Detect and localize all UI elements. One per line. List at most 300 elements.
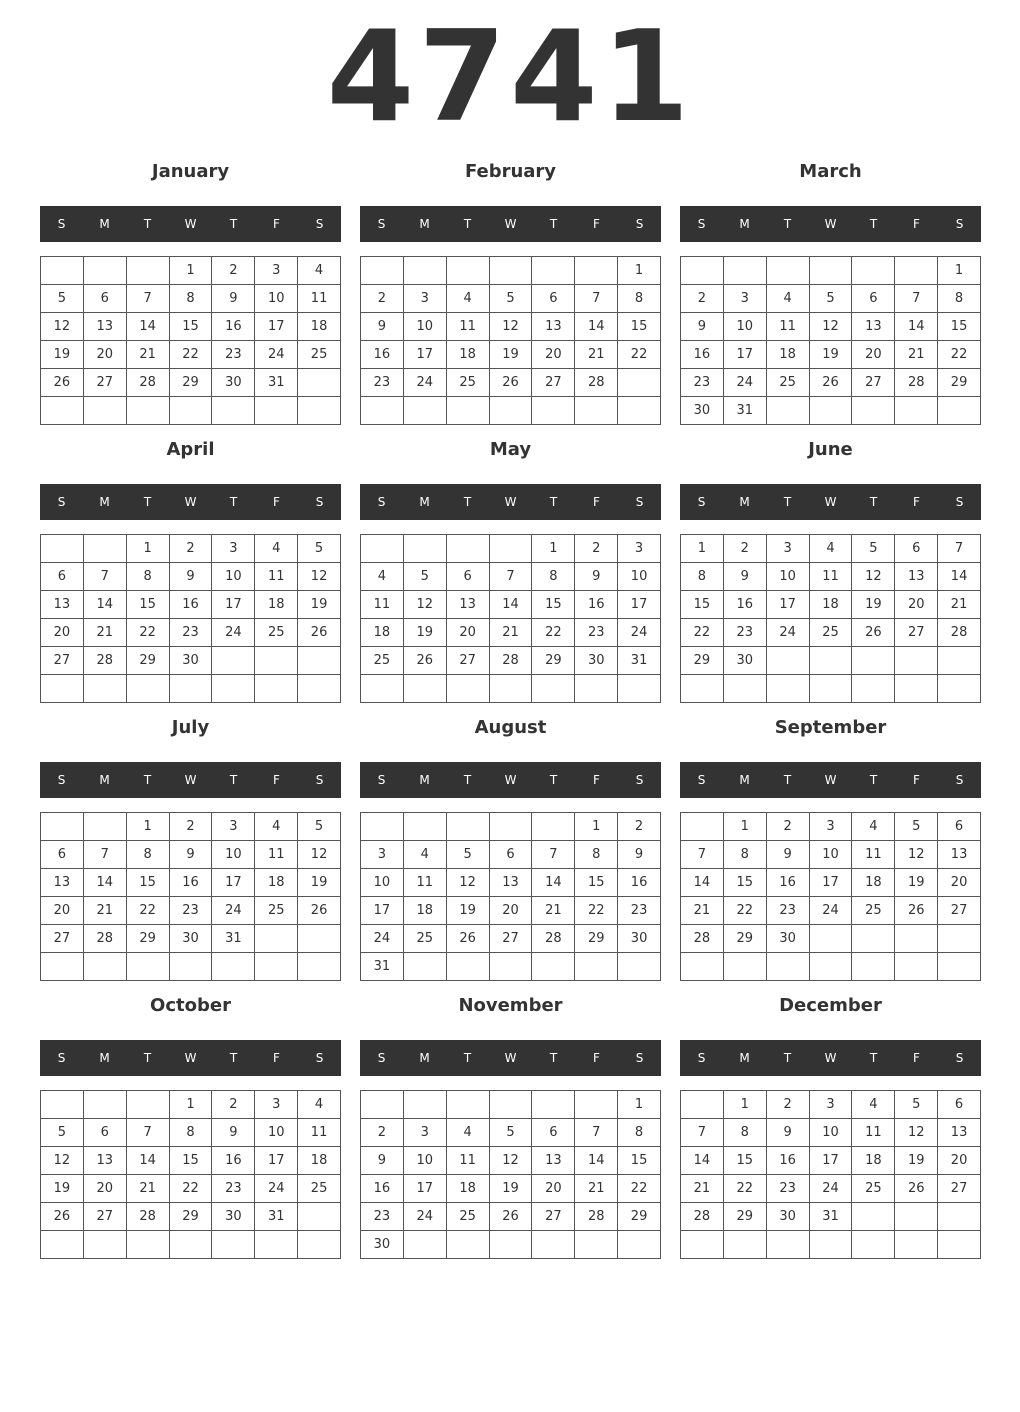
day-cell: 12 — [447, 869, 490, 897]
day-cell: 19 — [852, 591, 895, 619]
day-cell: 4 — [852, 1091, 895, 1119]
empty-day-cell — [298, 1231, 341, 1259]
empty-day-cell — [767, 397, 810, 425]
weekday-label: F — [593, 1051, 600, 1065]
day-cell: 26 — [810, 369, 853, 397]
empty-day-cell — [84, 257, 127, 285]
day-cell: 22 — [938, 341, 981, 369]
day-cell: 1 — [575, 813, 618, 841]
day-cell: 16 — [361, 1175, 404, 1203]
day-cell: 4 — [852, 813, 895, 841]
day-cell: 29 — [127, 925, 170, 953]
day-cell: 11 — [361, 591, 404, 619]
day-cell: 31 — [810, 1203, 853, 1231]
empty-day-cell — [532, 675, 575, 703]
day-cell: 20 — [852, 341, 895, 369]
day-cell: 4 — [447, 285, 490, 313]
day-cell: 4 — [255, 535, 298, 563]
weekday-label: S — [955, 1051, 964, 1065]
empty-day-cell — [767, 647, 810, 675]
day-cell: 31 — [255, 1203, 298, 1231]
day-cell: 11 — [447, 1147, 490, 1175]
day-cell: 3 — [404, 285, 447, 313]
empty-day-cell — [724, 1231, 767, 1259]
day-cell: 17 — [404, 1175, 447, 1203]
day-cell: 8 — [170, 285, 213, 313]
day-cell: 22 — [127, 897, 170, 925]
empty-day-cell — [404, 535, 447, 563]
month-name: March — [799, 161, 862, 182]
day-cell: 3 — [255, 1091, 298, 1119]
day-cell: 16 — [361, 341, 404, 369]
empty-day-cell — [852, 1203, 895, 1231]
weekday-label: W — [824, 1051, 837, 1065]
day-cell: 21 — [532, 897, 575, 925]
empty-day-cell — [895, 257, 938, 285]
day-cell: 27 — [84, 1203, 127, 1231]
empty-day-cell — [212, 397, 255, 425]
day-cell: 12 — [298, 563, 341, 591]
day-cell: 15 — [532, 591, 575, 619]
day-cell: 17 — [255, 313, 298, 341]
day-cell: 2 — [212, 257, 255, 285]
weekday-label: F — [273, 773, 280, 787]
day-cell: 7 — [84, 563, 127, 591]
empty-day-cell — [852, 925, 895, 953]
day-cell: 22 — [618, 1175, 661, 1203]
day-cell: 6 — [852, 285, 895, 313]
weekday-label: S — [377, 1051, 386, 1065]
day-cell: 31 — [361, 953, 404, 981]
day-cell: 26 — [895, 1175, 938, 1203]
day-cell: 27 — [490, 925, 533, 953]
day-grid — [680, 1090, 981, 1259]
year-title: 4741 — [326, 3, 694, 150]
day-cell: 30 — [170, 925, 213, 953]
empty-day-cell — [575, 953, 618, 981]
day-cell: 10 — [724, 313, 767, 341]
weekday-label: S — [377, 217, 386, 231]
day-cell: 10 — [255, 1119, 298, 1147]
day-grid — [40, 534, 341, 703]
day-cell: 22 — [170, 341, 213, 369]
weekday-label: M — [739, 773, 750, 787]
day-cell: 9 — [575, 563, 618, 591]
empty-day-cell — [127, 1231, 170, 1259]
day-cell: 23 — [724, 619, 767, 647]
day-cell: 3 — [361, 841, 404, 869]
empty-day-cell — [767, 257, 810, 285]
weekday-label: S — [697, 773, 706, 787]
day-cell: 3 — [212, 813, 255, 841]
day-grid — [680, 256, 981, 425]
day-cell: 18 — [255, 869, 298, 897]
day-cell: 29 — [618, 1203, 661, 1231]
day-cell: 19 — [895, 869, 938, 897]
weekday-label: S — [57, 217, 66, 231]
day-cell: 18 — [298, 1147, 341, 1175]
weekday-label: T — [549, 217, 558, 231]
day-grid — [40, 256, 341, 425]
day-cell: 5 — [447, 841, 490, 869]
day-cell: 29 — [127, 647, 170, 675]
weekday-label: T — [463, 495, 472, 509]
day-cell: 26 — [895, 897, 938, 925]
day-cell: 21 — [84, 619, 127, 647]
day-cell: 29 — [170, 1203, 213, 1231]
empty-day-cell — [298, 647, 341, 675]
day-cell: 5 — [852, 535, 895, 563]
day-cell: 26 — [447, 925, 490, 953]
day-cell: 27 — [84, 369, 127, 397]
weekday-label: S — [955, 495, 964, 509]
day-cell: 13 — [938, 1119, 981, 1147]
day-cell: 30 — [212, 369, 255, 397]
weekday-header — [360, 206, 661, 242]
day-cell: 6 — [447, 563, 490, 591]
weekday-header — [680, 206, 981, 242]
day-cell: 7 — [938, 535, 981, 563]
day-cell: 24 — [767, 619, 810, 647]
weekday-label: S — [57, 1051, 66, 1065]
weekday-label: M — [99, 495, 110, 509]
weekday-label: M — [99, 773, 110, 787]
day-cell: 25 — [255, 619, 298, 647]
day-cell: 12 — [852, 563, 895, 591]
weekday-label: F — [913, 217, 920, 231]
empty-day-cell — [681, 1231, 724, 1259]
empty-day-cell — [84, 1091, 127, 1119]
weekday-header — [360, 1040, 661, 1076]
day-cell: 21 — [127, 341, 170, 369]
empty-day-cell — [490, 1091, 533, 1119]
weekday-label: F — [593, 217, 600, 231]
month-name: November — [458, 995, 563, 1016]
day-cell: 2 — [681, 285, 724, 313]
day-cell: 22 — [127, 619, 170, 647]
day-cell: 12 — [41, 313, 84, 341]
day-cell: 9 — [170, 841, 213, 869]
weekday-label: T — [549, 495, 558, 509]
day-cell: 22 — [724, 897, 767, 925]
weekday-label: S — [57, 495, 66, 509]
day-cell: 22 — [618, 341, 661, 369]
day-cell: 27 — [895, 619, 938, 647]
day-cell: 10 — [212, 841, 255, 869]
day-cell: 16 — [212, 313, 255, 341]
day-cell: 13 — [938, 841, 981, 869]
day-cell: 29 — [575, 925, 618, 953]
weekday-label: T — [783, 773, 792, 787]
empty-day-cell — [41, 1091, 84, 1119]
day-cell: 9 — [618, 841, 661, 869]
weekday-label: T — [869, 1051, 878, 1065]
day-cell: 27 — [532, 1203, 575, 1231]
empty-day-cell — [810, 1231, 853, 1259]
day-cell: 20 — [532, 341, 575, 369]
weekday-label: T — [463, 1051, 472, 1065]
day-cell: 11 — [852, 1119, 895, 1147]
weekday-label: M — [419, 773, 430, 787]
day-cell: 23 — [767, 1175, 810, 1203]
day-cell: 20 — [84, 1175, 127, 1203]
day-cell: 22 — [575, 897, 618, 925]
empty-day-cell — [255, 953, 298, 981]
day-cell: 7 — [532, 841, 575, 869]
day-cell: 7 — [895, 285, 938, 313]
weekday-label: T — [549, 773, 558, 787]
day-cell: 24 — [810, 1175, 853, 1203]
day-cell: 9 — [767, 1119, 810, 1147]
empty-day-cell — [490, 813, 533, 841]
day-cell: 30 — [170, 647, 213, 675]
day-cell: 21 — [575, 1175, 618, 1203]
weekday-label: F — [273, 495, 280, 509]
day-cell: 17 — [810, 1147, 853, 1175]
day-cell: 12 — [298, 841, 341, 869]
day-cell: 4 — [404, 841, 447, 869]
day-cell: 2 — [170, 535, 213, 563]
day-cell: 17 — [212, 591, 255, 619]
day-cell: 12 — [404, 591, 447, 619]
weekday-label: W — [824, 773, 837, 787]
day-cell: 1 — [127, 813, 170, 841]
day-cell: 1 — [938, 257, 981, 285]
empty-day-cell — [681, 813, 724, 841]
day-cell: 1 — [532, 535, 575, 563]
day-cell: 1 — [618, 257, 661, 285]
day-cell: 5 — [298, 813, 341, 841]
empty-day-cell — [852, 953, 895, 981]
empty-day-cell — [895, 1203, 938, 1231]
day-cell: 5 — [490, 1119, 533, 1147]
day-cell: 20 — [41, 897, 84, 925]
day-cell: 14 — [127, 313, 170, 341]
weekday-label: S — [635, 1051, 644, 1065]
day-cell: 15 — [170, 313, 213, 341]
day-cell: 27 — [41, 647, 84, 675]
day-cell: 1 — [170, 257, 213, 285]
weekday-label: M — [739, 495, 750, 509]
weekday-label: S — [635, 217, 644, 231]
day-cell: 12 — [41, 1147, 84, 1175]
empty-day-cell — [404, 675, 447, 703]
empty-day-cell — [618, 369, 661, 397]
day-cell: 8 — [938, 285, 981, 313]
day-cell: 25 — [447, 1203, 490, 1231]
empty-day-cell — [532, 397, 575, 425]
weekday-header — [40, 206, 341, 242]
weekday-label: T — [463, 217, 472, 231]
day-cell: 26 — [852, 619, 895, 647]
day-cell: 28 — [127, 369, 170, 397]
empty-day-cell — [170, 397, 213, 425]
day-cell: 14 — [575, 313, 618, 341]
day-cell: 10 — [810, 841, 853, 869]
day-cell: 17 — [361, 897, 404, 925]
weekday-label: S — [635, 495, 644, 509]
empty-day-cell — [41, 675, 84, 703]
day-cell: 25 — [298, 1175, 341, 1203]
day-cell: 27 — [532, 369, 575, 397]
day-cell: 10 — [404, 313, 447, 341]
weekday-label: F — [273, 217, 280, 231]
day-cell: 15 — [575, 869, 618, 897]
empty-day-cell — [895, 397, 938, 425]
empty-day-cell — [938, 647, 981, 675]
day-cell: 9 — [767, 841, 810, 869]
day-cell: 9 — [170, 563, 213, 591]
empty-day-cell — [127, 397, 170, 425]
day-cell: 19 — [41, 341, 84, 369]
empty-day-cell — [938, 925, 981, 953]
month-name: June — [808, 439, 853, 460]
day-cell: 7 — [490, 563, 533, 591]
day-cell: 8 — [532, 563, 575, 591]
day-cell: 3 — [404, 1119, 447, 1147]
day-cell: 25 — [404, 925, 447, 953]
day-cell: 19 — [490, 1175, 533, 1203]
weekday-header — [360, 762, 661, 798]
day-cell: 23 — [361, 1203, 404, 1231]
empty-day-cell — [681, 257, 724, 285]
day-cell: 15 — [724, 869, 767, 897]
empty-day-cell — [447, 813, 490, 841]
day-cell: 8 — [681, 563, 724, 591]
day-cell: 20 — [490, 897, 533, 925]
day-cell: 6 — [938, 1091, 981, 1119]
day-cell: 25 — [298, 341, 341, 369]
day-cell: 24 — [618, 619, 661, 647]
day-cell: 19 — [41, 1175, 84, 1203]
day-cell: 22 — [170, 1175, 213, 1203]
empty-day-cell — [447, 535, 490, 563]
day-cell: 17 — [255, 1147, 298, 1175]
day-cell: 21 — [84, 897, 127, 925]
day-cell: 18 — [447, 1175, 490, 1203]
empty-day-cell — [490, 1231, 533, 1259]
empty-day-cell — [170, 953, 213, 981]
day-cell: 16 — [618, 869, 661, 897]
day-grid — [360, 256, 661, 425]
day-cell: 15 — [681, 591, 724, 619]
day-cell: 23 — [212, 1175, 255, 1203]
empty-day-cell — [298, 369, 341, 397]
day-cell: 26 — [490, 1203, 533, 1231]
day-cell: 14 — [895, 313, 938, 341]
day-cell: 27 — [938, 1175, 981, 1203]
weekday-label: W — [504, 217, 517, 231]
weekday-label: S — [697, 495, 706, 509]
day-cell: 28 — [938, 619, 981, 647]
empty-day-cell — [618, 953, 661, 981]
empty-day-cell — [938, 953, 981, 981]
month-name: April — [166, 439, 215, 460]
day-cell: 24 — [404, 369, 447, 397]
day-cell: 4 — [361, 563, 404, 591]
empty-day-cell — [575, 257, 618, 285]
empty-day-cell — [575, 1231, 618, 1259]
day-cell: 9 — [361, 1147, 404, 1175]
day-cell: 29 — [724, 1203, 767, 1231]
day-cell: 9 — [724, 563, 767, 591]
day-cell: 25 — [447, 369, 490, 397]
day-cell: 12 — [490, 1147, 533, 1175]
weekday-label: F — [593, 495, 600, 509]
empty-day-cell — [490, 397, 533, 425]
day-cell: 19 — [298, 869, 341, 897]
weekday-label: T — [869, 495, 878, 509]
empty-day-cell — [447, 1091, 490, 1119]
empty-day-cell — [895, 647, 938, 675]
weekday-label: T — [783, 1051, 792, 1065]
weekday-label: M — [419, 217, 430, 231]
weekday-label: T — [549, 1051, 558, 1065]
day-cell: 3 — [810, 1091, 853, 1119]
empty-day-cell — [212, 647, 255, 675]
weekday-label: S — [315, 217, 324, 231]
empty-day-cell — [490, 535, 533, 563]
day-cell: 8 — [724, 841, 767, 869]
day-cell: 25 — [852, 1175, 895, 1203]
empty-day-cell — [724, 675, 767, 703]
day-cell: 15 — [127, 869, 170, 897]
day-cell: 15 — [724, 1147, 767, 1175]
day-cell: 16 — [681, 341, 724, 369]
day-cell: 28 — [84, 925, 127, 953]
day-cell: 28 — [895, 369, 938, 397]
weekday-label: W — [184, 1051, 197, 1065]
weekday-label: W — [184, 773, 197, 787]
day-cell: 4 — [447, 1119, 490, 1147]
day-cell: 21 — [681, 1175, 724, 1203]
day-cell: 25 — [767, 369, 810, 397]
day-cell: 14 — [84, 869, 127, 897]
empty-day-cell — [852, 1231, 895, 1259]
empty-day-cell — [681, 1091, 724, 1119]
day-cell: 6 — [532, 1119, 575, 1147]
day-cell: 23 — [361, 369, 404, 397]
month-name: January — [151, 161, 230, 182]
day-cell: 31 — [618, 647, 661, 675]
day-cell: 26 — [490, 369, 533, 397]
day-cell: 22 — [532, 619, 575, 647]
empty-day-cell — [298, 675, 341, 703]
day-grid — [40, 812, 341, 981]
empty-day-cell — [724, 953, 767, 981]
day-cell: 10 — [212, 563, 255, 591]
day-grid — [680, 812, 981, 981]
weekday-header — [40, 1040, 341, 1076]
day-cell: 21 — [575, 341, 618, 369]
day-cell: 13 — [490, 869, 533, 897]
empty-day-cell — [255, 925, 298, 953]
empty-day-cell — [212, 1231, 255, 1259]
empty-day-cell — [84, 397, 127, 425]
day-cell: 26 — [298, 619, 341, 647]
day-cell: 30 — [618, 925, 661, 953]
day-cell: 6 — [532, 285, 575, 313]
day-cell: 28 — [575, 369, 618, 397]
day-cell: 18 — [361, 619, 404, 647]
empty-day-cell — [404, 1091, 447, 1119]
day-cell: 3 — [767, 535, 810, 563]
day-cell: 11 — [767, 313, 810, 341]
day-cell: 7 — [84, 841, 127, 869]
weekday-label: W — [184, 217, 197, 231]
empty-day-cell — [447, 257, 490, 285]
weekday-label: M — [739, 217, 750, 231]
